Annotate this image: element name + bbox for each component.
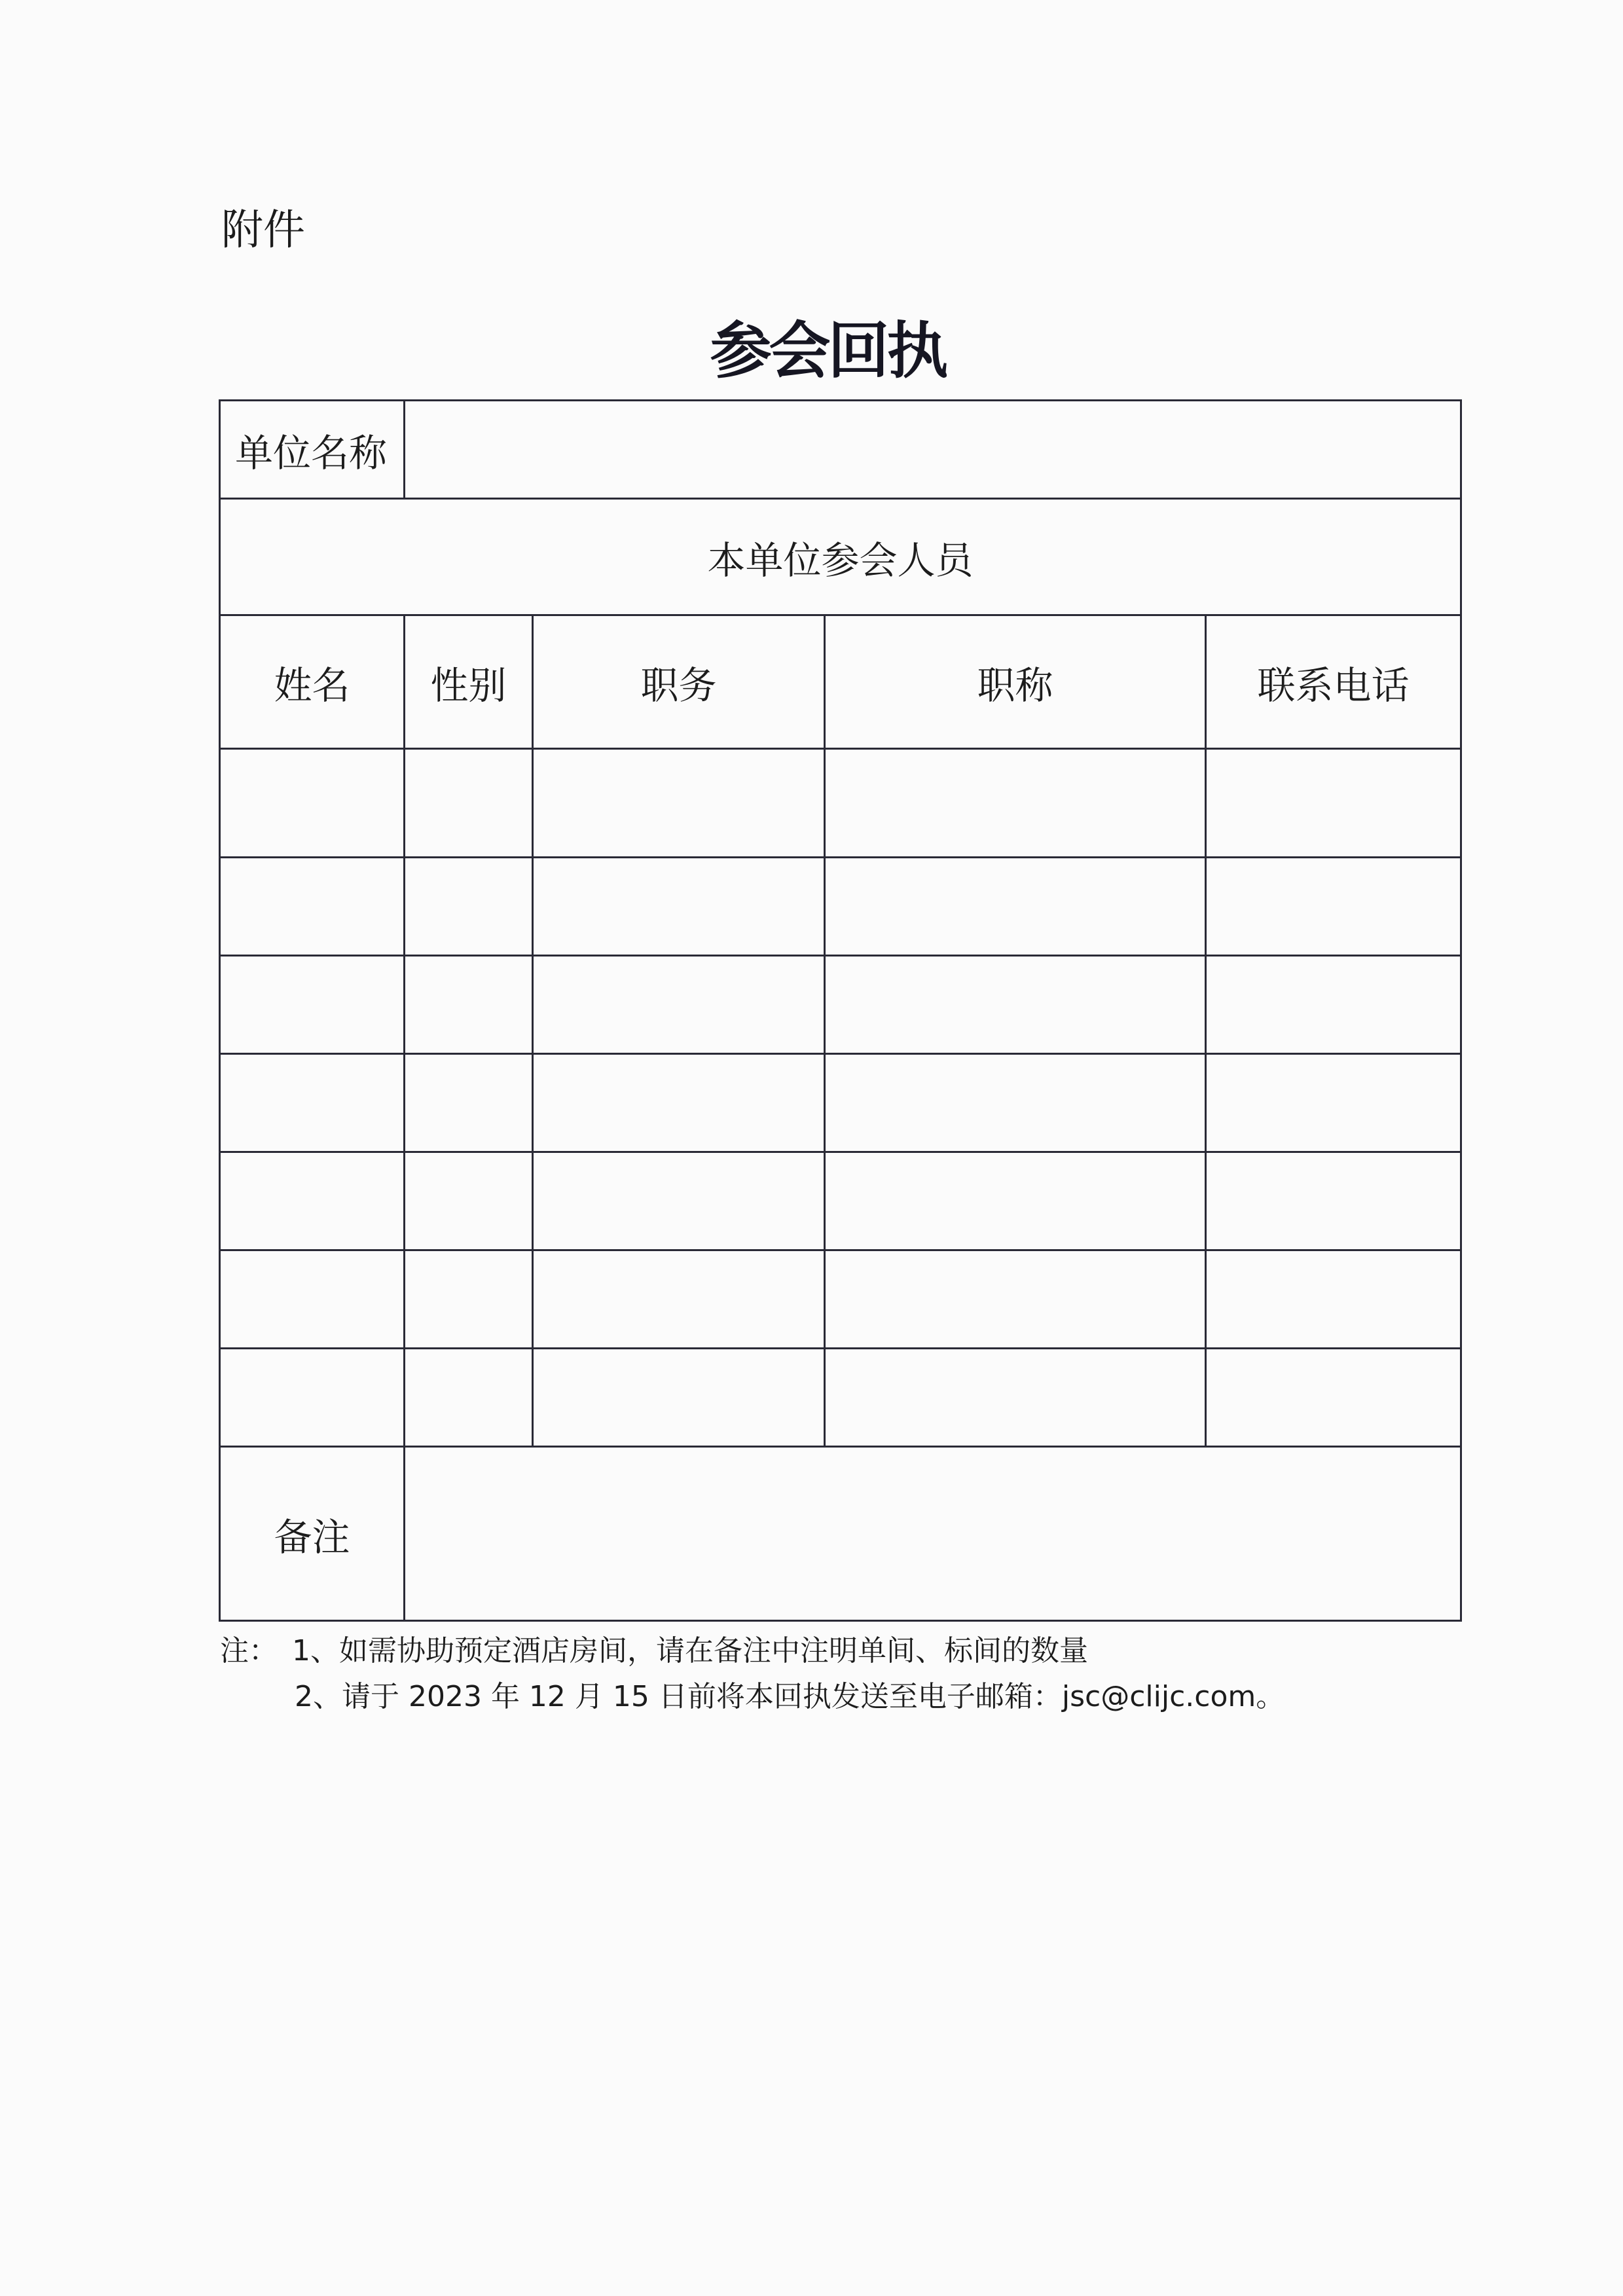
name-cell[interactable] (220, 1349, 405, 1447)
table-row (220, 858, 1461, 956)
name-cell[interactable] (220, 1054, 405, 1152)
phone-cell[interactable] (1206, 749, 1461, 858)
note-line-2 (295, 1673, 1285, 1715)
table-row (220, 956, 1461, 1054)
gender-cell[interactable] (405, 1152, 533, 1250)
position-cell[interactable] (533, 749, 825, 858)
gender-cell[interactable] (405, 749, 533, 858)
name-cell[interactable] (220, 749, 405, 858)
phone-cell[interactable] (1206, 858, 1461, 956)
name-cell[interactable] (220, 956, 405, 1054)
remark-field[interactable] (405, 1447, 1461, 1621)
gender-cell[interactable] (405, 858, 533, 956)
phone-cell[interactable] (1206, 1054, 1461, 1152)
gender-cell[interactable] (405, 1250, 533, 1349)
unit-name-field[interactable] (405, 401, 1461, 499)
gender-cell[interactable] (405, 1349, 533, 1447)
section-title-row (220, 499, 1461, 615)
position-cell[interactable] (533, 956, 825, 1054)
position-cell[interactable] (533, 1250, 825, 1349)
registration-form-table (219, 399, 1462, 1622)
section-title: 本单位参会人员 (220, 499, 1461, 615)
column-header-gender: 性别 (405, 615, 533, 749)
table-row (220, 1349, 1461, 1447)
unit-name-row (220, 401, 1461, 499)
title-cell[interactable] (825, 956, 1206, 1054)
note-text-2: 2、请于 2023 年 12 月 15 日前将本回执发送至电子邮箱：jsc@clijc.com。 (295, 1680, 1285, 1713)
note-text-1: 1、如需协助预定酒店房间，请在备注中注明单间、标间的数量 (292, 1634, 1088, 1667)
header-row (220, 615, 1461, 749)
title-cell[interactable] (825, 1054, 1206, 1152)
phone-cell[interactable] (1206, 1349, 1461, 1447)
remark-label: 备注 (220, 1447, 405, 1621)
position-cell[interactable] (533, 1054, 825, 1152)
attachment-label: 附件 (221, 206, 305, 255)
note-prefix: 注： (220, 1634, 278, 1667)
remark-row (220, 1447, 1461, 1621)
column-header-title: 职称 (825, 615, 1206, 749)
position-cell[interactable] (533, 1349, 825, 1447)
table-row (220, 1250, 1461, 1349)
column-header-name: 姓名 (220, 615, 405, 749)
note-line-1 (220, 1627, 1088, 1669)
gender-cell[interactable] (405, 1054, 533, 1152)
title-cell[interactable] (825, 1349, 1206, 1447)
name-cell[interactable] (220, 1250, 405, 1349)
unit-name-label: 单位名称 (220, 401, 405, 499)
phone-cell[interactable] (1206, 956, 1461, 1054)
phone-cell[interactable] (1206, 1250, 1461, 1349)
title-cell[interactable] (825, 1152, 1206, 1250)
position-cell[interactable] (533, 858, 825, 956)
column-header-position: 职务 (533, 615, 825, 749)
column-header-phone: 联系电话 (1206, 615, 1461, 749)
name-cell[interactable] (220, 858, 405, 956)
title-cell[interactable] (825, 858, 1206, 956)
table-row (220, 1054, 1461, 1152)
gender-cell[interactable] (405, 956, 533, 1054)
phone-cell[interactable] (1206, 1152, 1461, 1250)
table-row (220, 1152, 1461, 1250)
title-cell[interactable] (825, 749, 1206, 858)
name-cell[interactable] (220, 1152, 405, 1250)
table-row (220, 749, 1461, 858)
title-cell[interactable] (825, 1250, 1206, 1349)
page-title: 参会回执 (710, 316, 946, 387)
position-cell[interactable] (533, 1152, 825, 1250)
